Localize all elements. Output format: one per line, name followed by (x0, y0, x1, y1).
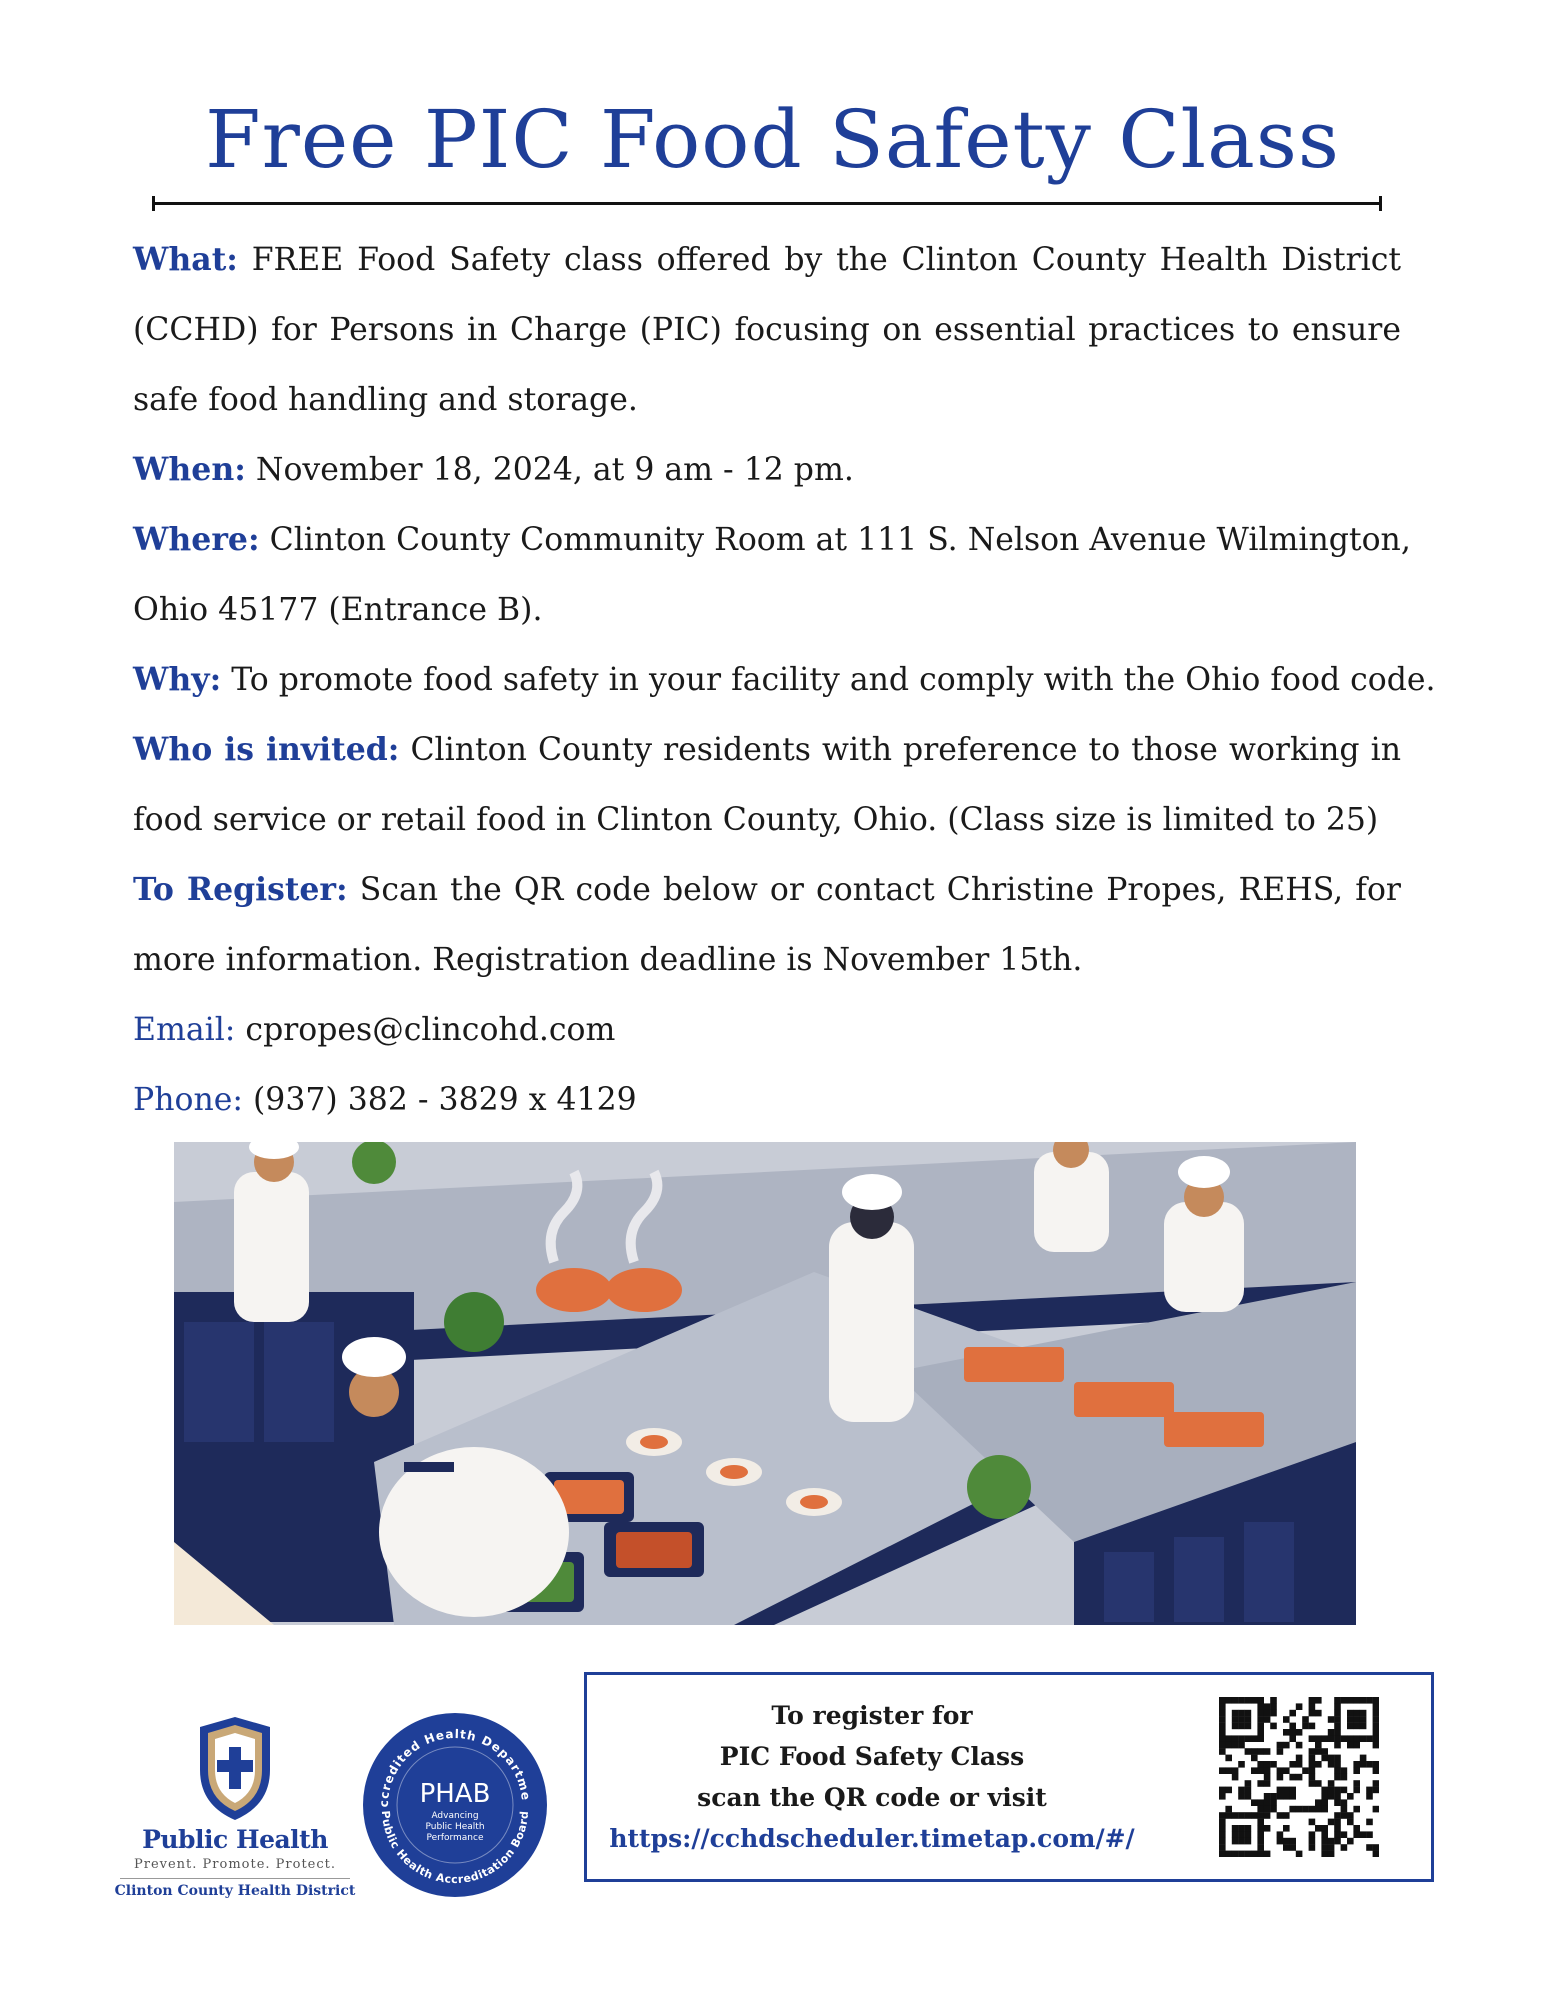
public-health-name: Public Health (142, 1825, 328, 1854)
public-health-tagline: Prevent. Promote. Protect. (133, 1857, 337, 1872)
title-divider (152, 202, 1382, 205)
logo-divider (120, 1878, 350, 1879)
who-line-2: food service or retail food in Clinton County, Ohio. (Class size is limited to 25) (133, 802, 1379, 838)
what-text-1: FREE Food Safety class offered by the Clinton County Health District (251, 242, 1401, 278)
where-text-1: Clinton County Community Room at 111 S. Nelson Avenue Wilmington, (269, 522, 1411, 558)
when-label: When: (133, 451, 246, 488)
phab-sub-3: Performance (426, 1833, 484, 1843)
page-title: Free PIC Food Safety Class (205, 93, 1340, 186)
phab-bottom-ring-text: Public Health Accreditation Board (378, 1810, 532, 1887)
register-label: To Register: (133, 871, 348, 908)
where-label: Where: (133, 521, 260, 558)
phone-line (133, 1065, 1401, 1135)
registration-line-2: PIC Food Safety Class (719, 1742, 1025, 1771)
district-name: Clinton County Health District (114, 1883, 356, 1899)
why-label: Why: (133, 661, 222, 698)
why-text: To promote food safety in your facility and comply with the Ohio food code. (231, 662, 1436, 698)
when-line (133, 435, 1401, 505)
phab-sub-2: Public Health (425, 1822, 485, 1832)
what-label: What: (133, 241, 238, 278)
registration-box (584, 1672, 1434, 1882)
register-line-2: more information. Registration deadline is November 15th. (133, 942, 1083, 978)
who-label: Who is invited: (133, 731, 400, 768)
why-line (133, 645, 1436, 715)
who-line-1 (133, 715, 1401, 785)
when-text: November 18, 2024, at 9 am - 12 pm. (255, 452, 854, 488)
registration-line-3: scan the QR code or visit (697, 1783, 1047, 1812)
what-line-1 (133, 225, 1401, 295)
registration-line-1: To register for (771, 1701, 973, 1730)
public-health-logo (110, 1715, 360, 1899)
event-info (133, 225, 1436, 1135)
email-value[interactable]: cpropes@clincohd.com (245, 1012, 616, 1048)
who-text-1: Clinton County residents with preference to those working in (410, 732, 1401, 768)
phab-sub-1: Advancing (431, 1811, 479, 1821)
phone-label: Phone: (133, 1082, 243, 1118)
where-line-1 (133, 505, 1411, 575)
register-text-1: Scan the QR code below or contact Christine Propes, REHS, for (359, 872, 1401, 908)
phab-top-ring-text: ccredited Health Departme (376, 1726, 533, 1808)
what-line-2: (CCHD) for Persons in Charge (PIC) focusing on essential practices to ensure (133, 312, 1401, 348)
kitchen-illustration (174, 1142, 1356, 1625)
qr-code-icon[interactable] (1219, 1697, 1379, 1857)
phab-name: PHAB (419, 1779, 491, 1809)
what-line-3: safe food handling and storage. (133, 382, 638, 418)
shield-cross-icon (110, 1715, 360, 1825)
where-line-2: Ohio 45177 (Entrance B). (133, 592, 543, 628)
phab-seal-icon (360, 1710, 550, 1900)
email-label: Email: (133, 1012, 236, 1048)
register-line-1 (133, 855, 1401, 925)
phone-value: (937) 382 - 3829 x 4129 (253, 1082, 637, 1118)
registration-text (607, 1695, 1137, 1859)
registration-link[interactable]: https://cchdscheduler.timetap.com/#/ (609, 1824, 1135, 1853)
email-line (133, 995, 1401, 1065)
